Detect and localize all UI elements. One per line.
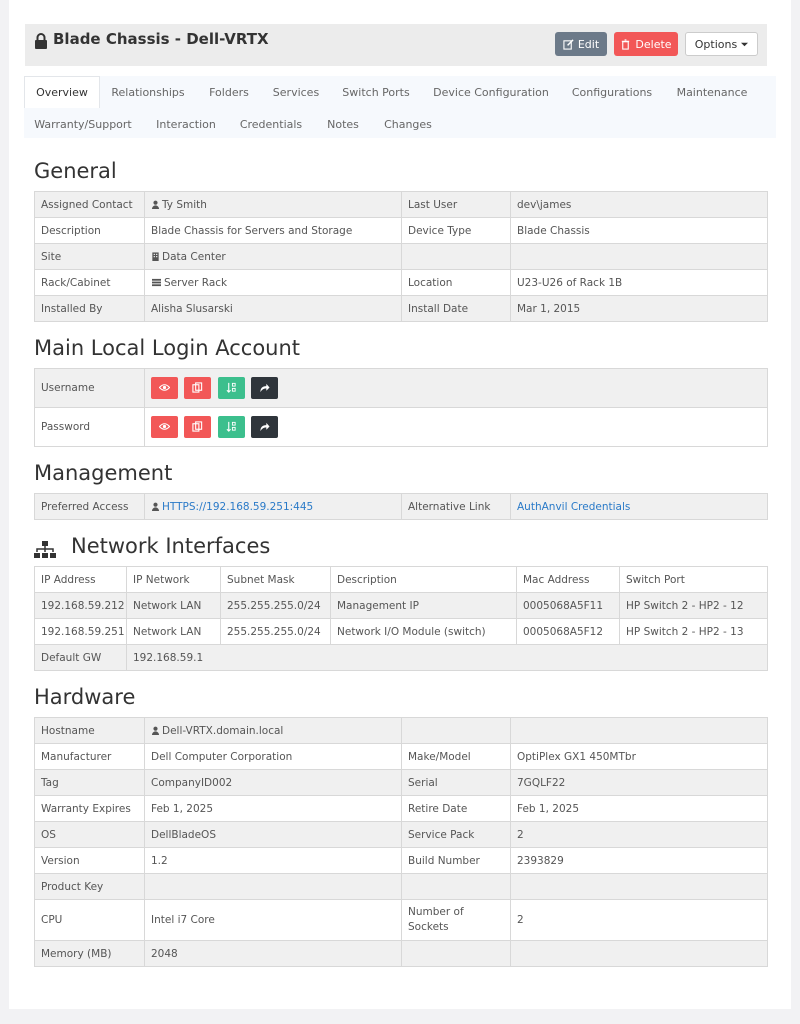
assigned-contact-value[interactable] [145, 192, 402, 218]
preferred-access-cell [145, 494, 402, 520]
copy-icon [192, 421, 203, 432]
tab-interaction[interactable]: Interaction [156, 117, 216, 131]
copy-icon [192, 382, 203, 393]
tab-maintenance[interactable]: Maintenance [676, 85, 748, 99]
sort-username-button[interactable] [218, 377, 245, 399]
default-gw-label: Default GW [35, 645, 127, 671]
site-value[interactable] [145, 244, 402, 270]
alternative-link-label: Alternative Link [402, 494, 511, 520]
table-row [35, 770, 768, 796]
hostname-text: Dell-VRTX.domain.local [162, 724, 284, 737]
field-value: 2393829 [511, 848, 768, 874]
column-header: IP Network [127, 567, 221, 593]
table-row [35, 874, 768, 900]
table-header-row [35, 567, 768, 593]
field-value: Mar 1, 2015 [511, 296, 768, 322]
ip-address: 192.168.59.212 [35, 593, 127, 619]
field-label [402, 941, 511, 967]
column-header: IP Address [35, 567, 127, 593]
tab-folders[interactable]: Folders [209, 85, 249, 99]
rack-text: Server Rack [164, 276, 228, 289]
field-label: CPU [35, 900, 145, 941]
table-row [35, 408, 768, 447]
tab-bar [24, 76, 776, 138]
field-value: Intel i7 Core [145, 900, 402, 941]
column-header: Switch Port [620, 567, 768, 593]
ip-network: Network LAN [127, 619, 221, 645]
tab-changes[interactable]: Changes [384, 117, 432, 131]
tab-services[interactable]: Services [272, 85, 320, 99]
network-interfaces-table [34, 566, 768, 671]
preferred-access-label: Preferred Access [35, 494, 145, 520]
switch-port: HP Switch 2 - HP2 - 13 [620, 619, 768, 645]
page-header [25, 24, 767, 66]
table-row [35, 192, 768, 218]
tab-relationships[interactable]: Relationships [111, 85, 185, 99]
user-icon [151, 200, 160, 209]
field-label: Make/Model [402, 744, 511, 770]
edit-button[interactable] [555, 32, 607, 56]
tab-device-configuration[interactable]: Device Configuration [433, 85, 549, 99]
field-label: Hostname [35, 718, 145, 744]
general-table [34, 191, 768, 322]
field-value: Blade Chassis [511, 218, 768, 244]
field-value: 2048 [145, 941, 402, 967]
subnet-mask: 255.255.255.0/24 [221, 593, 331, 619]
assigned-contact-text: Ty Smith [162, 198, 207, 211]
tab-credentials[interactable]: Credentials [239, 117, 303, 131]
username-label: Username [35, 369, 145, 408]
page-title: Blade Chassis - Dell-VRTX [53, 30, 269, 48]
show-password-button[interactable] [151, 416, 178, 438]
edit-label: Edit [577, 37, 600, 51]
preferred-access-link[interactable]: HTTPS://192.168.59.251:445 [162, 500, 314, 513]
table-row [35, 900, 768, 941]
field-value: Feb 1, 2025 [511, 796, 768, 822]
field-label: Build Number [402, 848, 511, 874]
sort-numeric-icon [226, 421, 237, 432]
caret-down-icon [741, 41, 748, 48]
lock-icon [34, 33, 48, 49]
field-label: Retire Date [402, 796, 511, 822]
switch-port: HP Switch 2 - HP2 - 12 [620, 593, 768, 619]
field-value [511, 718, 768, 744]
column-header: Description [331, 567, 517, 593]
field-label [402, 718, 511, 744]
login-table [34, 368, 768, 447]
table-row [35, 822, 768, 848]
share-arrow-icon [259, 382, 270, 393]
share-password-button[interactable] [251, 416, 278, 438]
alternative-link[interactable]: AuthAnvil Credentials [517, 500, 631, 513]
field-value [145, 874, 402, 900]
column-header: Mac Address [517, 567, 620, 593]
field-label: Number of Sockets [402, 900, 511, 941]
field-value: dev\james [511, 192, 768, 218]
rack-value[interactable] [145, 270, 402, 296]
user-icon [151, 726, 160, 735]
eye-icon [159, 382, 170, 393]
password-actions [145, 408, 768, 447]
trash-icon [620, 39, 631, 50]
mac-address: 0005068A5F11 [517, 593, 620, 619]
options-dropdown[interactable] [685, 32, 758, 56]
table-row [35, 796, 768, 822]
tab-switch-ports[interactable]: Switch Ports [342, 85, 410, 99]
table-row [35, 718, 768, 744]
field-value [511, 874, 768, 900]
hardware-section-title: Hardware [34, 685, 136, 709]
hardware-table [34, 717, 768, 967]
username-actions [145, 369, 768, 408]
ip-network: Network LAN [127, 593, 221, 619]
tab-configurations[interactable]: Configurations [571, 85, 653, 99]
table-row [35, 244, 768, 270]
alternative-link-cell [511, 494, 768, 520]
field-value [511, 244, 768, 270]
copy-password-button[interactable] [184, 416, 211, 438]
default-gw-value: 192.168.59.1 [127, 645, 768, 671]
field-label: Description [35, 218, 145, 244]
edit-icon [563, 39, 574, 50]
interface-description: Management IP [331, 593, 517, 619]
server-rack-icon [151, 278, 162, 287]
table-row [35, 593, 768, 619]
field-value: 2 [511, 900, 768, 941]
share-username-button[interactable] [251, 377, 278, 399]
field-value: 7GQLF22 [511, 770, 768, 796]
site-text: Data Center [162, 250, 226, 263]
field-value [511, 941, 768, 967]
options-label: Options [694, 37, 738, 51]
general-section-title: General [34, 159, 117, 183]
table-row [35, 218, 768, 244]
delete-button[interactable] [614, 32, 678, 56]
show-username-button[interactable] [151, 377, 178, 399]
building-icon [151, 252, 160, 261]
ip-address: 192.168.59.251 [35, 619, 127, 645]
field-label: Installed By [35, 296, 145, 322]
tab-warranty-support[interactable]: Warranty/Support [34, 117, 132, 131]
table-row [35, 619, 768, 645]
password-label: Password [35, 408, 145, 447]
field-label: Site [35, 244, 145, 270]
table-row [35, 848, 768, 874]
field-label: Last User [402, 192, 511, 218]
share-arrow-icon [259, 421, 270, 432]
interface-description: Network I/O Module (switch) [331, 619, 517, 645]
table-row [35, 744, 768, 770]
column-header: Subnet Mask [221, 567, 331, 593]
field-value: DellBladeOS [145, 822, 402, 848]
field-value: Alisha Slusarski [145, 296, 402, 322]
field-label: Rack/Cabinet [35, 270, 145, 296]
field-value: U23-U26 of Rack 1B [511, 270, 768, 296]
management-section-title: Management [34, 461, 173, 485]
hostname-value[interactable] [145, 718, 402, 744]
table-row [35, 369, 768, 408]
field-label: Location [402, 270, 511, 296]
copy-username-button[interactable] [184, 377, 211, 399]
sitemap-icon [34, 541, 56, 559]
field-label: Device Type [402, 218, 511, 244]
network-section-title: Network Interfaces [71, 534, 271, 558]
field-value: Blade Chassis for Servers and Storage [145, 218, 402, 244]
field-label: Tag [35, 770, 145, 796]
table-row [35, 494, 768, 520]
field-value: 1.2 [145, 848, 402, 874]
management-table [34, 493, 768, 520]
table-row [35, 941, 768, 967]
field-label: Serial [402, 770, 511, 796]
field-label: Warranty Expires [35, 796, 145, 822]
field-label: Version [35, 848, 145, 874]
tab-notes[interactable]: Notes [327, 117, 359, 131]
field-value: 2 [511, 822, 768, 848]
field-value: OptiPlex GX1 450MTbr [511, 744, 768, 770]
mac-address: 0005068A5F12 [517, 619, 620, 645]
field-value: CompanyID002 [145, 770, 402, 796]
field-label: OS [35, 822, 145, 848]
field-label: Assigned Contact [35, 192, 145, 218]
table-row [35, 296, 768, 322]
eye-icon [159, 421, 170, 432]
field-label: Manufacturer [35, 744, 145, 770]
sort-password-button[interactable] [218, 416, 245, 438]
login-section-title: Main Local Login Account [34, 336, 301, 360]
field-label: Service Pack [402, 822, 511, 848]
field-label: Memory (MB) [35, 941, 145, 967]
delete-label: Delete [635, 37, 672, 51]
field-label [402, 874, 511, 900]
field-label [402, 244, 511, 270]
tab-overview[interactable]: Overview [24, 76, 100, 108]
sort-numeric-icon [226, 382, 237, 393]
field-label: Product Key [35, 874, 145, 900]
field-value: Feb 1, 2025 [145, 796, 402, 822]
field-label: Install Date [402, 296, 511, 322]
table-row [35, 645, 768, 671]
subnet-mask: 255.255.255.0/24 [221, 619, 331, 645]
field-value: Dell Computer Corporation [145, 744, 402, 770]
table-row [35, 270, 768, 296]
user-icon [151, 502, 160, 511]
